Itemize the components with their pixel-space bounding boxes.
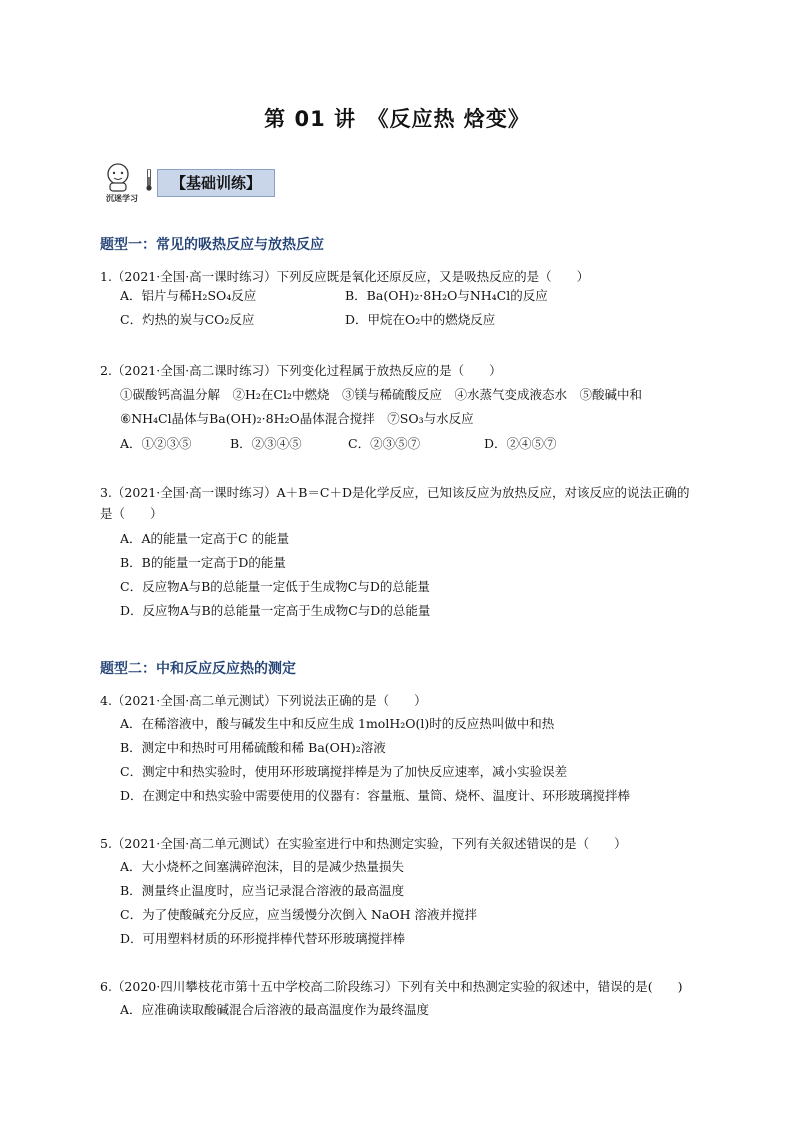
q3-option-a: A．A的能量一定高于C 的能量 bbox=[120, 531, 290, 546]
q5-option-b: B．测量终止温度时，应当记录混合溶液的最高温度 bbox=[120, 883, 405, 898]
q2-option-d: D．②④⑤⑦ bbox=[484, 436, 557, 451]
q5-option-c: C．为了使酸碱充分反应，应当缓慢分次倒入 NaOH 溶液并搅拌 bbox=[120, 907, 478, 922]
q2-option-b: B．②③④⑤ bbox=[230, 436, 302, 451]
q4-option-d: D．在测定中和热实验中需要使用的仪器有：容量瓶、量筒、烧杯、温度计、环形玻璃搅拌棒 bbox=[120, 788, 631, 803]
q3-option-b: B．B的能量一定高于D的能量 bbox=[120, 555, 286, 570]
mascot-caption: 沉迷学习 bbox=[106, 194, 138, 203]
q2-list-1: ①碳酸钙高温分解 ②H₂在Cl₂中燃烧 ③镁与稀硫酸反应 ④水蒸气变成液态水 ⑤酸碱中和 bbox=[120, 387, 642, 402]
q2-stem: 2.（2021·全国·高二课时练习）下列变化过程属于放热反应的是（ ） bbox=[100, 363, 502, 378]
q1-option-a: A．铝片与稀H₂SO₄反应 bbox=[120, 288, 257, 303]
q6-option-a: A．应准确读取酸碱混合后溶液的最高温度作为最终温度 bbox=[120, 1002, 430, 1017]
page-title: 第 01 讲 《反应热 焓变》 bbox=[264, 107, 530, 131]
q5-stem: 5.（2021·全国·高二单元测试）在实验室进行中和热测定实验，下列有关叙述错误的是（ ） bbox=[100, 836, 627, 851]
section-heading-2: 题型二：中和反应反应热的测定 bbox=[100, 661, 296, 677]
badge-label: 【基础训练】 bbox=[157, 169, 275, 197]
q2-list-2: ⑥NH₄Cl晶体与Ba(OH)₂·8H₂O晶体混合搅拌 ⑦SO₃与水反应 bbox=[120, 411, 474, 426]
q6-stem: 6.（2020·四川攀枝花市第十五中学校高二阶段练习）下列有关中和热测定实验的叙述中，错误的是( ) bbox=[100, 979, 683, 994]
q4-option-a: A．在稀溶液中，酸与碱发生中和反应生成 1molH₂O(l)时的反应热叫做中和热 bbox=[120, 716, 555, 731]
q3-stem-line-1: 3.（2021·全国·高一课时练习）A＋B＝C＋D是化学反应，已知该反应为放热反应，对该反应的说法正确的 bbox=[100, 485, 690, 500]
section-heading-1: 题型一：常见的吸热反应与放热反应 bbox=[100, 237, 324, 253]
q4-stem: 4.（2021·全国·高二单元测试）下列说法正确的是（ ） bbox=[100, 693, 427, 708]
q4-option-b: B．测定中和热时可用稀硫酸和稀 Ba(OH)₂溶液 bbox=[120, 740, 386, 755]
q1-option-b: B．Ba(OH)₂·8H₂O与NH₄Cl的反应 bbox=[345, 288, 548, 303]
q3-option-d: D．反应物A与B的总能量一定高于生成物C与D的总能量 bbox=[120, 603, 431, 618]
q2-option-a: A．①②③⑤ bbox=[120, 436, 192, 451]
q5-option-a: A．大小烧杯之间塞满碎泡沫，目的是减少热量损失 bbox=[120, 859, 405, 874]
thermometer-icon bbox=[146, 169, 152, 191]
q2-option-c: C．②③⑤⑦ bbox=[348, 436, 421, 451]
q5-option-d: D．可用塑料材质的环形搅拌棒代替环形玻璃搅拌棒 bbox=[120, 931, 406, 946]
q1-option-d: D．甲烷在O₂中的燃烧反应 bbox=[345, 312, 496, 327]
q1-option-c: C．灼热的炭与CO₂反应 bbox=[120, 312, 255, 327]
q1-stem: 1.（2021·全国·高一课时练习）下列反应既是氧化还原反应，又是吸热反应的是（ ） bbox=[100, 269, 590, 284]
q3-stem-line-2: 是（ ） bbox=[100, 506, 163, 521]
q4-option-c: C．测定中和热实验时，使用环形玻璃搅拌棒是为了加快反应速率，减小实验误差 bbox=[120, 764, 568, 779]
q3-option-c: C．反应物A与B的总能量一定低于生成物C与D的总能量 bbox=[120, 579, 430, 594]
